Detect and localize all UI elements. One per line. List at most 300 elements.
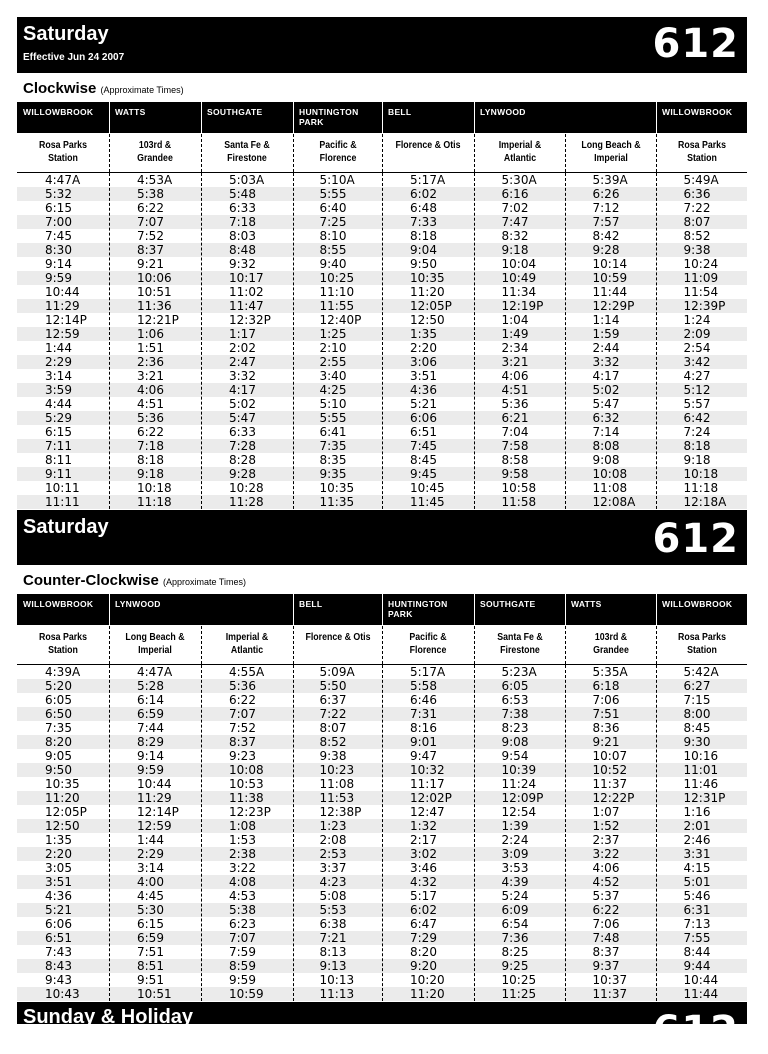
time-cell: 7:07 (229, 707, 256, 721)
time-cell: 9:20 (410, 959, 437, 973)
time-cell: 6:18 (592, 679, 620, 693)
time-cell: 7:55 (683, 931, 711, 945)
time-cell: 7:02 (501, 201, 529, 215)
time-cell: 9:43 (45, 973, 72, 987)
time-cell: 10:44 (45, 285, 80, 299)
time-cell: 2:38 (229, 847, 256, 861)
time-cell: 5:39A (592, 173, 628, 187)
time-cell: 1:14 (592, 313, 620, 327)
region-divider (656, 594, 657, 625)
time-cell: 3:59 (45, 383, 72, 397)
column-divider (293, 626, 294, 664)
time-cell: 12:50 (45, 819, 80, 833)
time-cell: 8:10 (319, 229, 347, 243)
time-cell: 7:18 (137, 439, 164, 453)
region-divider (293, 102, 294, 133)
time-cell: 4:39A (45, 665, 81, 679)
time-cell: 5:47 (229, 411, 256, 425)
time-cell: 7:51 (592, 707, 620, 721)
time-cell: 9:37 (592, 959, 620, 973)
time-cell: 8:52 (683, 229, 711, 243)
sunday-header-banner (17, 1002, 747, 1054)
time-cell: 7:06 (592, 693, 620, 707)
time-cell: 8:20 (45, 735, 72, 749)
time-cell: 9:05 (45, 749, 72, 763)
time-cell: 8:55 (319, 243, 347, 257)
time-cell: 3:37 (319, 861, 347, 875)
counter-region-bar (17, 594, 747, 625)
time-cell: 1:51 (137, 341, 164, 355)
time-cell: 6:46 (410, 693, 437, 707)
time-cell: 3:42 (683, 355, 711, 369)
time-cell: 1:25 (319, 327, 347, 341)
time-cell: 12:50 (410, 313, 445, 327)
column-divider (565, 134, 566, 172)
time-cell: 3:32 (592, 355, 620, 369)
time-cell: 9:54 (501, 749, 529, 763)
time-cell: 5:17A (410, 665, 446, 679)
column-divider (382, 665, 383, 1001)
time-cell: 5:35A (592, 665, 628, 679)
column-divider (201, 665, 202, 1001)
time-cell: 1:04 (501, 313, 529, 327)
time-cell: 9:18 (683, 453, 711, 467)
time-cell: 2:55 (319, 355, 347, 369)
time-cell: 12:14P (137, 805, 179, 819)
time-cell: 10:18 (137, 481, 172, 495)
column-divider (201, 173, 202, 509)
time-cell: 6:26 (592, 187, 620, 201)
day-title: Sunday & Holiday (23, 1006, 194, 1028)
time-cell: 8:37 (137, 243, 164, 257)
region-label: SOUTHGATE (207, 107, 263, 117)
time-cell: 7:12 (592, 201, 620, 215)
time-cell: 11:45 (410, 495, 445, 509)
day-title: Saturday (23, 23, 109, 45)
saturday-header-banner (17, 17, 747, 73)
region-label: BELL (388, 107, 412, 117)
time-cell: 3:14 (45, 369, 72, 383)
clockwise-times-table (17, 173, 747, 509)
time-cell: 9:59 (45, 271, 72, 285)
time-cell: 8:13 (319, 945, 347, 959)
time-cell: 1:06 (137, 327, 164, 341)
time-cell: 7:13 (683, 917, 711, 931)
time-cell: 11:28 (229, 495, 264, 509)
time-cell: 5:24 (501, 889, 529, 903)
time-cell: 5:36 (229, 679, 256, 693)
time-cell: 12:18A (683, 495, 727, 509)
time-cell: 10:16 (683, 749, 719, 763)
route-number: 612 (652, 21, 739, 67)
time-cell: 3:02 (410, 847, 437, 861)
time-cell: 1:35 (410, 327, 437, 341)
time-cell: 7:31 (410, 707, 437, 721)
time-cell: 9:50 (45, 763, 72, 777)
time-cell: 1:49 (501, 327, 529, 341)
time-cell: 5:38 (137, 187, 164, 201)
time-cell: 5:17 (410, 889, 437, 903)
time-cell: 8:18 (683, 439, 711, 453)
time-cell: 10:59 (229, 987, 264, 1001)
time-cell: 9:59 (229, 973, 256, 987)
time-cell: 1:52 (592, 819, 620, 833)
time-cell: 7:58 (501, 439, 529, 453)
time-cell: 10:08 (592, 467, 628, 481)
region-divider (201, 102, 202, 133)
time-cell: 8:45 (410, 453, 437, 467)
time-cell: 4:15 (683, 861, 711, 875)
region-label: SOUTHGATE (480, 599, 536, 609)
column-divider (109, 665, 110, 1001)
time-cell: 12:23P (229, 805, 271, 819)
time-cell: 4:06 (592, 861, 620, 875)
time-cell: 6:15 (137, 917, 164, 931)
region-divider (293, 594, 294, 625)
stop-name: Long Beach & Imperial (125, 632, 185, 656)
time-cell: 12:08A (592, 495, 636, 509)
time-cell: 2:29 (45, 355, 72, 369)
time-cell: 9:38 (319, 749, 347, 763)
time-cell: 10:51 (137, 987, 172, 1001)
time-cell: 10:35 (319, 481, 355, 495)
time-cell: 6:06 (45, 917, 72, 931)
time-cell: 5:57 (683, 397, 711, 411)
time-cell: 8:51 (137, 959, 164, 973)
region-label: HUNTINGTON PARK (388, 599, 448, 619)
time-cell: 2:47 (229, 355, 256, 369)
time-cell: 8:35 (319, 453, 347, 467)
time-cell: 10:49 (501, 271, 537, 285)
time-cell: 5:03A (229, 173, 265, 187)
time-cell: 7:47 (501, 215, 529, 229)
time-cell: 7:22 (319, 707, 347, 721)
time-cell: 11:37 (592, 777, 628, 791)
time-cell: 8:37 (229, 735, 256, 749)
time-cell: 12:59 (137, 819, 172, 833)
time-cell: 10:53 (229, 777, 264, 791)
time-cell: 1:44 (137, 833, 164, 847)
time-cell: 3:51 (410, 369, 437, 383)
time-cell: 5:42A (683, 665, 719, 679)
time-cell: 7:04 (501, 425, 529, 439)
time-cell: 7:45 (45, 229, 72, 243)
time-cell: 4:23 (319, 875, 347, 889)
time-cell: 2:02 (229, 341, 256, 355)
time-cell: 2:17 (410, 833, 437, 847)
time-cell: 9:18 (501, 243, 529, 257)
time-cell: 11:02 (229, 285, 264, 299)
time-cell: 6:22 (137, 425, 164, 439)
time-cell: 10:04 (501, 257, 537, 271)
time-cell: 1:07 (592, 805, 620, 819)
time-cell: 7:59 (229, 945, 256, 959)
column-divider (382, 134, 383, 172)
time-cell: 9:14 (45, 257, 72, 271)
time-cell: 7:43 (45, 945, 72, 959)
time-cell: 11:20 (410, 987, 445, 1001)
direction-label: Clockwise (23, 80, 97, 97)
column-divider (656, 665, 657, 1001)
time-cell: 2:08 (319, 833, 347, 847)
time-cell: 11:10 (319, 285, 355, 299)
time-cell: 5:58 (410, 679, 437, 693)
time-cell: 4:06 (501, 369, 529, 383)
time-cell: 11:11 (45, 495, 80, 509)
time-cell: 8:48 (229, 243, 256, 257)
time-cell: 1:32 (410, 819, 437, 833)
time-cell: 3:51 (45, 875, 72, 889)
time-cell: 9:58 (501, 467, 529, 481)
time-cell: 2:36 (137, 355, 164, 369)
time-cell: 8:58 (501, 453, 529, 467)
time-cell: 7:21 (319, 931, 347, 945)
time-cell: 6:09 (501, 903, 529, 917)
time-cell: 8:52 (319, 735, 347, 749)
time-cell: 10:13 (319, 973, 355, 987)
time-cell: 7:35 (45, 721, 72, 735)
stop-name: Rosa Parks Station (677, 632, 726, 656)
time-cell: 10:39 (501, 763, 537, 777)
time-cell: 12:29P (592, 299, 635, 313)
time-cell: 7:45 (410, 439, 437, 453)
time-cell: 2:20 (45, 847, 72, 861)
time-cell: 7:57 (592, 215, 620, 229)
region-label: LYNWOOD (115, 599, 161, 609)
column-divider (474, 173, 475, 509)
time-cell: 4:52 (592, 875, 620, 889)
time-cell: 10:07 (592, 749, 628, 763)
time-cell: 11:37 (592, 987, 628, 1001)
route-number: 612 (652, 1008, 739, 1054)
column-divider (474, 626, 475, 664)
time-cell: 3:09 (501, 847, 529, 861)
time-cell: 3:46 (410, 861, 437, 875)
region-divider (382, 594, 383, 625)
time-cell: 3:22 (229, 861, 256, 875)
time-cell: 6:21 (501, 411, 529, 425)
time-cell: 4:45 (137, 889, 164, 903)
time-cell: 4:47A (137, 665, 173, 679)
time-cell: 9:51 (137, 973, 164, 987)
column-divider (656, 134, 657, 172)
stop-name: Pacific & Florence (409, 632, 447, 656)
day-title: Saturday (23, 516, 109, 538)
time-cell: 3:21 (137, 369, 164, 383)
column-divider (565, 173, 566, 509)
time-cell: 4:51 (501, 383, 529, 397)
time-cell: 6:53 (501, 693, 529, 707)
time-cell: 6:06 (410, 411, 437, 425)
region-divider (474, 102, 475, 133)
time-cell: 6:22 (592, 903, 620, 917)
time-cell: 6:23 (229, 917, 256, 931)
time-cell: 6:38 (319, 917, 347, 931)
time-cell: 5:20 (45, 679, 72, 693)
column-divider (109, 173, 110, 509)
time-cell: 9:01 (410, 735, 437, 749)
time-cell: 10:52 (592, 763, 628, 777)
time-cell: 6:32 (592, 411, 620, 425)
time-cell: 8:29 (137, 735, 164, 749)
time-cell: 10:11 (45, 481, 80, 495)
region-label: WILLOWBROOK (23, 599, 94, 609)
region-label: WILLOWBROOK (662, 599, 733, 609)
column-divider (109, 134, 110, 172)
time-cell: 7:06 (592, 917, 620, 931)
time-cell: 1:16 (683, 805, 711, 819)
time-cell: 12:47 (410, 805, 445, 819)
time-cell: 3:53 (501, 861, 529, 875)
time-cell: 10:43 (45, 987, 80, 1001)
time-cell: 10:24 (683, 257, 719, 271)
time-cell: 11:08 (319, 777, 355, 791)
time-cell: 8:36 (592, 721, 620, 735)
time-cell: 8:32 (501, 229, 529, 243)
column-divider (293, 665, 294, 1001)
time-cell: 8:08 (592, 439, 620, 453)
clockwise-region-bar (17, 102, 747, 133)
time-cell: 8:23 (501, 721, 529, 735)
time-cell: 9:04 (410, 243, 437, 257)
time-cell: 8:11 (45, 453, 72, 467)
time-cell: 2:37 (592, 833, 620, 847)
time-cell: 10:28 (229, 481, 264, 495)
stop-name: Santa Fe & Firestone (224, 140, 270, 164)
time-cell: 6:50 (45, 707, 72, 721)
time-cell: 9:13 (319, 959, 347, 973)
time-cell: 7:52 (229, 721, 256, 735)
time-cell: 5:53 (319, 903, 347, 917)
time-cell: 11:36 (137, 299, 172, 313)
time-cell: 4:25 (319, 383, 347, 397)
time-cell: 4:17 (229, 383, 256, 397)
time-cell: 12:40P (319, 313, 362, 327)
time-cell: 4:06 (137, 383, 164, 397)
time-cell: 12:54 (501, 805, 537, 819)
time-cell: 5:02 (592, 383, 620, 397)
time-cell: 9:21 (137, 257, 164, 271)
time-cell: 9:08 (592, 453, 620, 467)
direction-label: Counter-Clockwise (23, 572, 159, 589)
time-cell: 8:45 (683, 721, 711, 735)
time-cell: 5:21 (45, 903, 72, 917)
time-cell: 1:59 (592, 327, 620, 341)
region-divider (474, 594, 475, 625)
time-cell: 10:18 (683, 467, 719, 481)
time-cell: 5:38 (229, 903, 256, 917)
time-cell: 7:33 (410, 215, 437, 229)
stop-name: Imperial & Atlantic (498, 140, 541, 164)
region-label: WILLOWBROOK (23, 107, 94, 117)
time-cell: 5:49A (683, 173, 719, 187)
stop-name: Imperial & Atlantic (225, 632, 269, 656)
time-cell: 8:28 (229, 453, 256, 467)
time-cell: 11:58 (501, 495, 537, 509)
time-cell: 2:53 (319, 847, 347, 861)
stop-name: Rosa Parks Station (677, 140, 726, 164)
time-cell: 10:08 (229, 763, 264, 777)
time-cell: 1:39 (501, 819, 529, 833)
time-cell: 5:37 (592, 889, 620, 903)
time-cell: 12:09P (501, 791, 544, 805)
time-cell: 3:40 (319, 369, 347, 383)
region-label: WATTS (571, 599, 602, 609)
time-cell: 5:50 (319, 679, 347, 693)
time-cell: 6:05 (501, 679, 529, 693)
time-cell: 9:47 (410, 749, 437, 763)
time-cell: 12:38P (319, 805, 362, 819)
column-divider (565, 626, 566, 664)
time-cell: 3:05 (45, 861, 72, 875)
time-cell: 5:10 (319, 397, 347, 411)
time-cell: 7:14 (592, 425, 620, 439)
time-cell: 12:05P (410, 299, 452, 313)
time-cell: 10:51 (137, 285, 172, 299)
column-divider (656, 173, 657, 509)
time-cell: 11:20 (45, 791, 80, 805)
time-cell: 5:29 (45, 411, 72, 425)
time-cell: 7:28 (229, 439, 256, 453)
time-cell: 11:01 (683, 763, 719, 777)
time-cell: 5:32 (45, 187, 72, 201)
time-cell: 9:18 (137, 467, 164, 481)
time-cell: 2:01 (683, 819, 711, 833)
time-cell: 10:17 (229, 271, 264, 285)
time-cell: 2:24 (501, 833, 529, 847)
clockwise-stop-headers (17, 134, 747, 172)
time-cell: 10:59 (592, 271, 628, 285)
time-cell: 6:40 (319, 201, 347, 215)
time-cell: 4:27 (683, 369, 711, 383)
time-cell: 6:51 (45, 931, 72, 945)
time-cell: 7:44 (137, 721, 164, 735)
time-cell: 4:51 (137, 397, 164, 411)
time-cell: 11:20 (410, 285, 445, 299)
region-divider (656, 102, 657, 133)
time-cell: 7:07 (137, 215, 164, 229)
time-cell: 3:06 (410, 355, 437, 369)
time-cell: 4:32 (410, 875, 437, 889)
time-cell: 6:54 (501, 917, 529, 931)
time-cell: 6:15 (45, 425, 72, 439)
time-cell: 11:47 (229, 299, 264, 313)
time-cell: 9:08 (501, 735, 529, 749)
time-cell: 8:03 (229, 229, 256, 243)
time-cell: 4:55A (229, 665, 265, 679)
time-cell: 12:39P (683, 299, 726, 313)
time-cell: 6:41 (319, 425, 347, 439)
time-cell: 6:02 (410, 187, 437, 201)
column-divider (474, 134, 475, 172)
time-cell: 12:21P (137, 313, 179, 327)
time-cell: 5:28 (137, 679, 164, 693)
time-cell: 5:02 (229, 397, 256, 411)
time-cell: 5:17A (410, 173, 446, 187)
column-divider (656, 626, 657, 664)
time-cell: 11:55 (319, 299, 355, 313)
time-cell: 2:09 (683, 327, 711, 341)
time-cell: 2:10 (319, 341, 347, 355)
time-cell: 11:46 (683, 777, 719, 791)
time-cell: 1:53 (229, 833, 256, 847)
time-cell: 11:29 (45, 299, 80, 313)
time-cell: 5:10A (319, 173, 355, 187)
time-cell: 6:33 (229, 201, 256, 215)
column-divider (293, 134, 294, 172)
column-divider (382, 626, 383, 664)
time-cell: 1:35 (45, 833, 72, 847)
